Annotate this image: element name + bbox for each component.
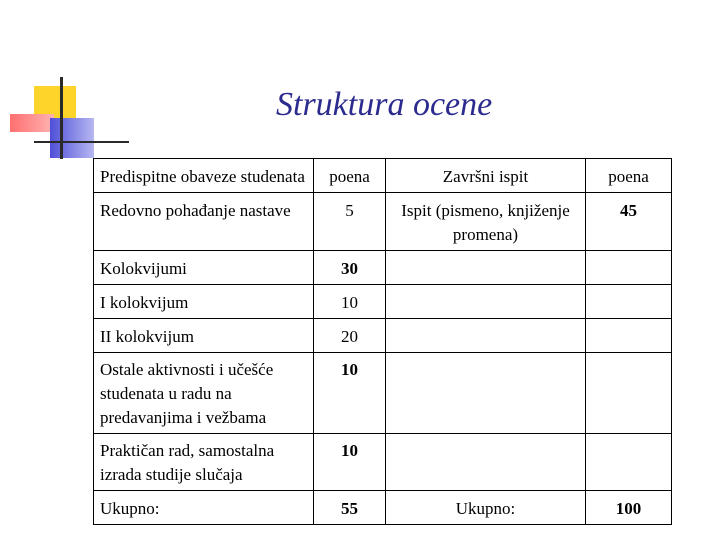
table-row bbox=[94, 434, 672, 491]
table-header-row bbox=[94, 159, 672, 193]
row-label: Praktičan rad, samostalna izrada studije slučaja bbox=[94, 434, 314, 491]
row-label: II kolokvijum bbox=[94, 319, 314, 353]
empty-cell bbox=[386, 319, 586, 353]
empty-cell bbox=[586, 285, 672, 319]
logo-horizontal-line bbox=[34, 141, 129, 143]
table-row bbox=[94, 319, 672, 353]
row-label: Kolokvijumi bbox=[94, 251, 314, 285]
table-total-row bbox=[94, 491, 672, 525]
empty-cell bbox=[586, 353, 672, 434]
row-points: 20 bbox=[314, 319, 386, 353]
empty-cell bbox=[586, 434, 672, 491]
slide-title: Struktura ocene bbox=[276, 86, 493, 123]
table-row bbox=[94, 193, 672, 251]
row-label: Ostale aktivnosti i učešće studenata u radu na predavanjima i vežbama bbox=[94, 353, 314, 434]
empty-cell bbox=[386, 434, 586, 491]
empty-cell bbox=[386, 251, 586, 285]
empty-cell bbox=[386, 285, 586, 319]
header-exam-points: poena bbox=[586, 159, 672, 193]
total-label: Ukupno: bbox=[94, 491, 314, 525]
exam-points: 45 bbox=[586, 193, 672, 251]
exam-total-points: 100 bbox=[586, 491, 672, 525]
row-points: 10 bbox=[314, 353, 386, 434]
row-points: 30 bbox=[314, 251, 386, 285]
row-label: Redovno pohađanje nastave bbox=[94, 193, 314, 251]
table-row bbox=[94, 285, 672, 319]
exam-total-label: Ukupno: bbox=[386, 491, 586, 525]
table-row bbox=[94, 251, 672, 285]
grade-structure-table bbox=[93, 158, 672, 525]
header-points: poena bbox=[314, 159, 386, 193]
header-pre-exam: Predispitne obaveze studenata bbox=[94, 159, 314, 193]
empty-cell bbox=[586, 251, 672, 285]
logo-vertical-line bbox=[60, 77, 63, 159]
logo-red-bar bbox=[10, 114, 54, 132]
header-final-exam: Završni ispit bbox=[386, 159, 586, 193]
logo-blue-square bbox=[50, 118, 94, 158]
slide-logo-decoration bbox=[0, 0, 120, 170]
total-points: 55 bbox=[314, 491, 386, 525]
row-points: 5 bbox=[314, 193, 386, 251]
exam-description: Ispit (pismeno, knjiženje promena) bbox=[386, 193, 586, 251]
row-points: 10 bbox=[314, 285, 386, 319]
empty-cell bbox=[586, 319, 672, 353]
empty-cell bbox=[386, 353, 586, 434]
row-points: 10 bbox=[314, 434, 386, 491]
row-label: I kolokvijum bbox=[94, 285, 314, 319]
table-row bbox=[94, 353, 672, 434]
